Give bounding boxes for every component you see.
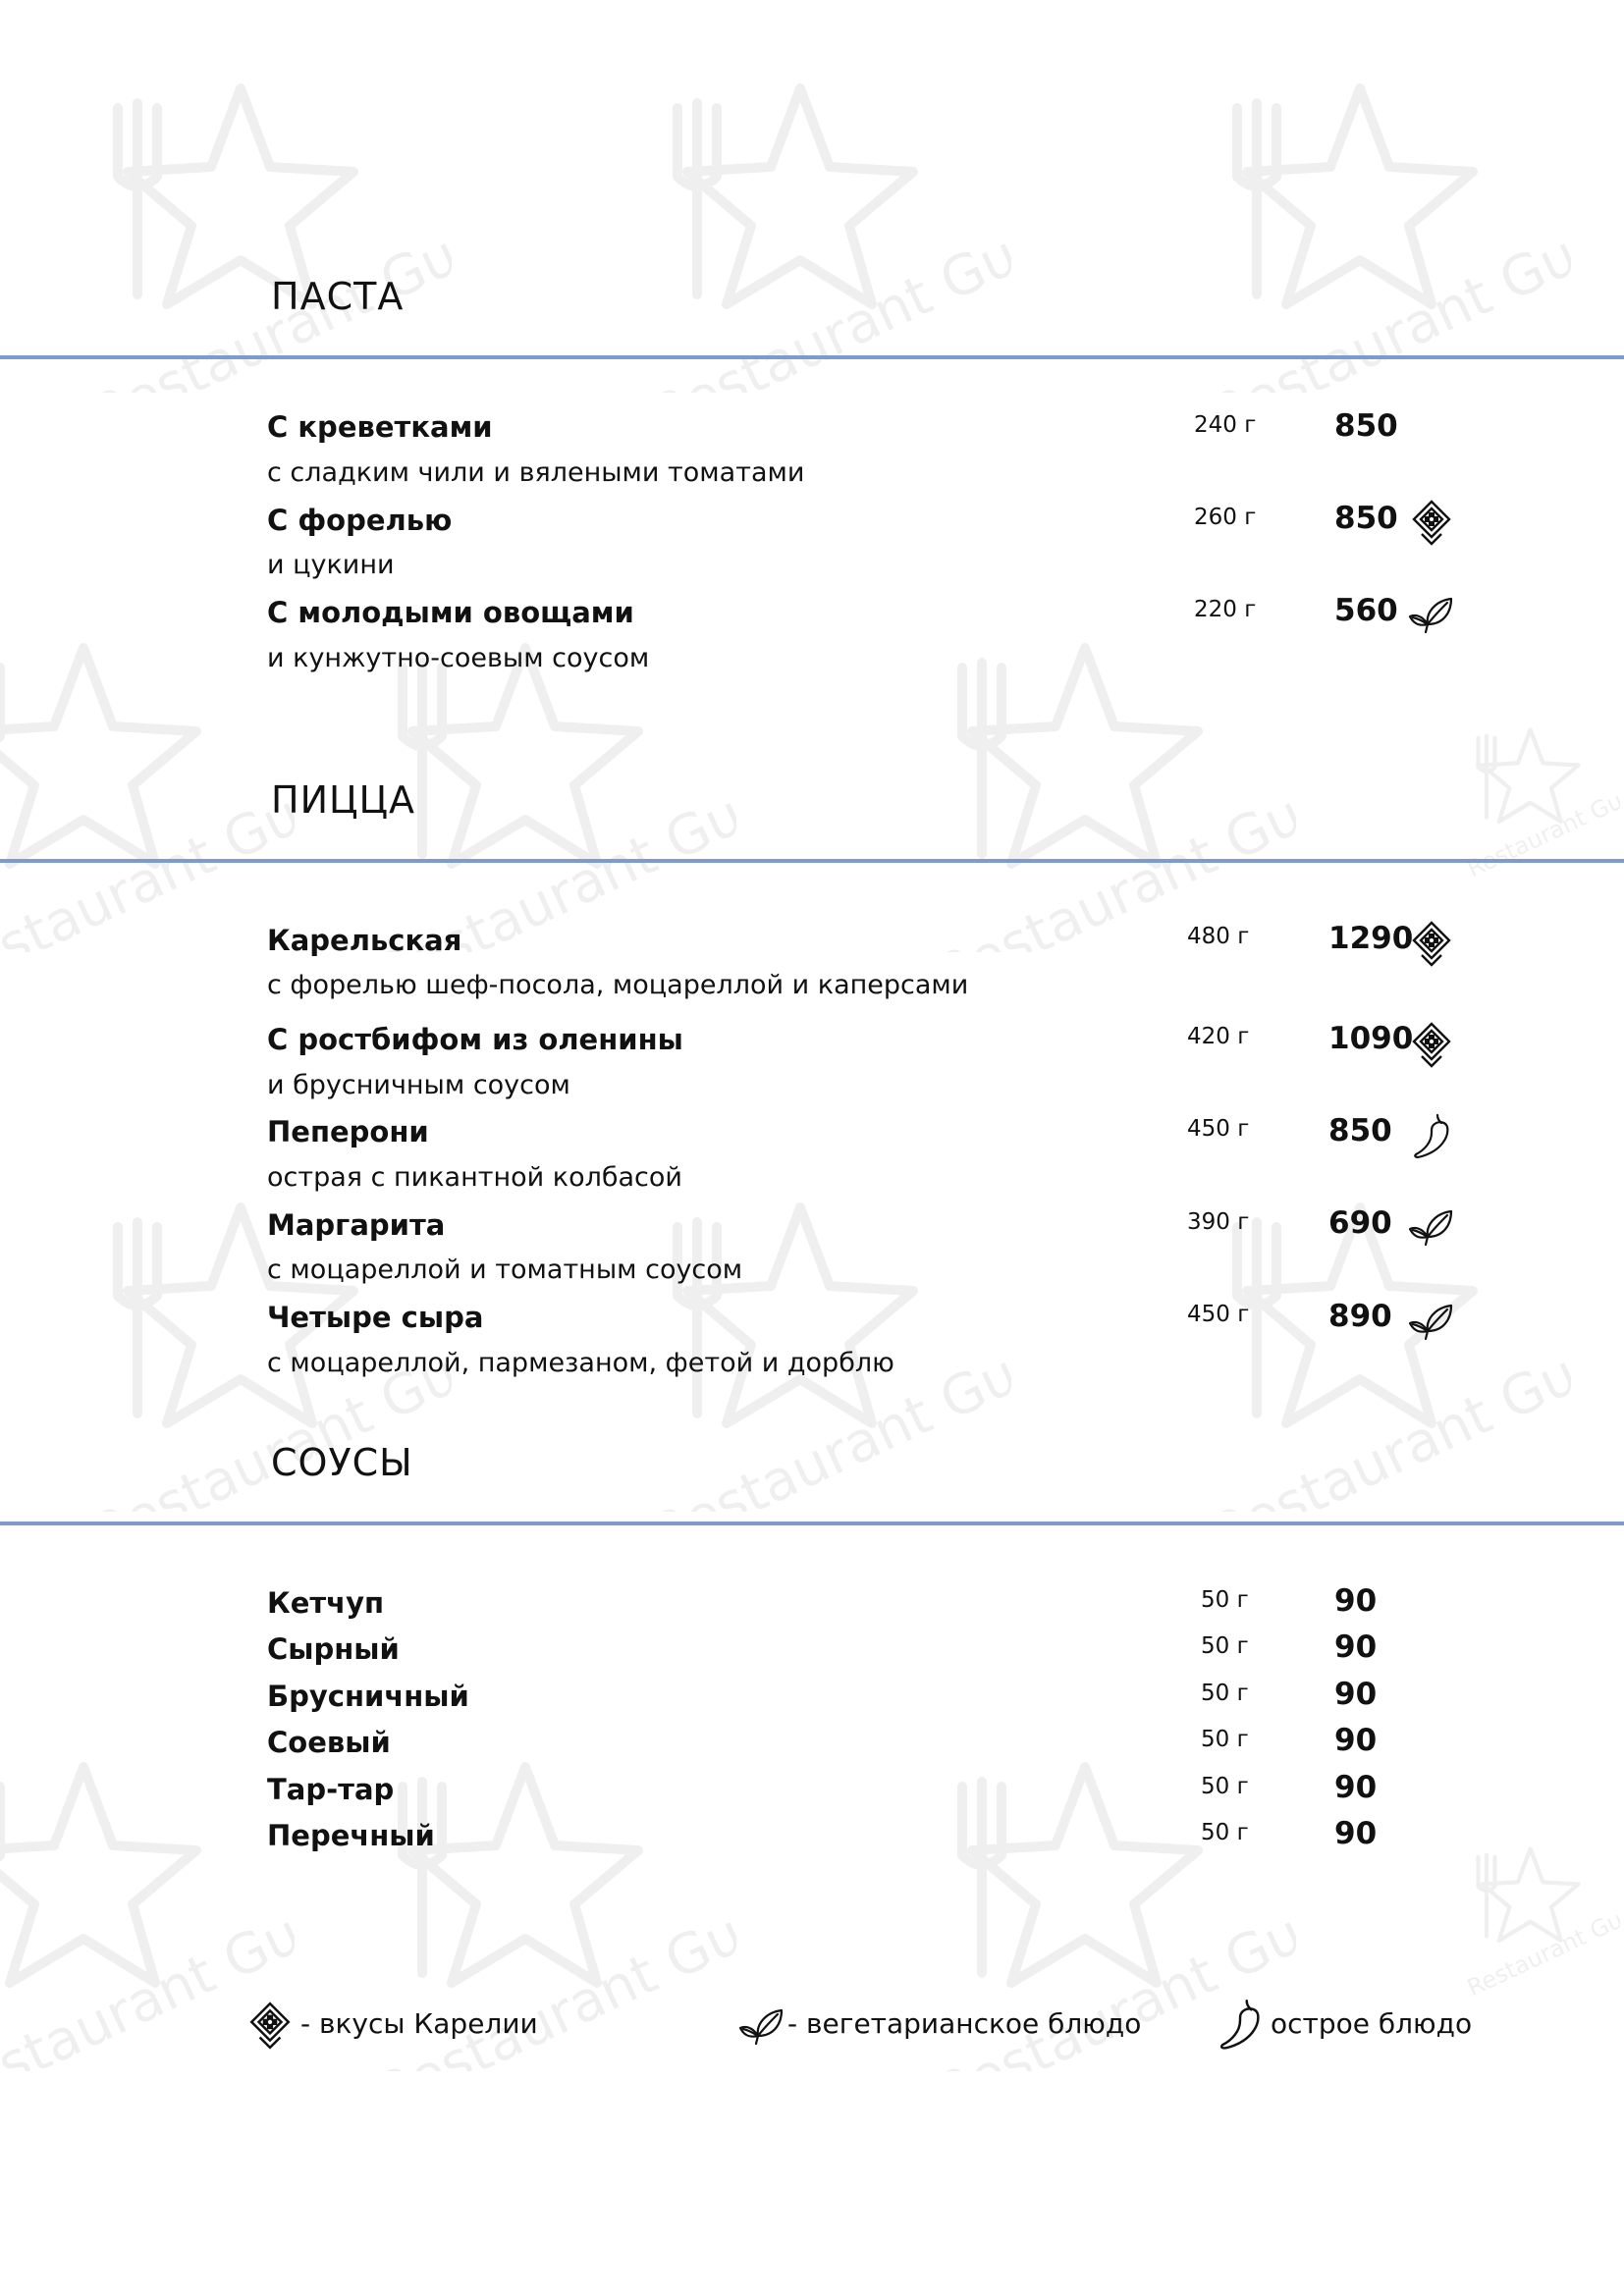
section-title: СОУСЫ — [271, 1441, 413, 1484]
dish-weight: 50 г — [1201, 1633, 1249, 1659]
legend-karelia-label: - вкусы Карелии — [300, 2007, 538, 2040]
dish-weight: 50 г — [1201, 1774, 1249, 1799]
dish-weight: 390 г — [1187, 1209, 1250, 1235]
dish-price: 90 — [1334, 1816, 1378, 1851]
dish-price: 850 — [1334, 408, 1398, 444]
dish-name: Соевый — [267, 1726, 391, 1759]
dish-weight: 420 г — [1187, 1024, 1250, 1049]
section-title: ПАСТА — [271, 275, 405, 318]
karelia-diamond-icon — [245, 2001, 295, 2050]
dish-price: 560 — [1334, 593, 1398, 628]
leaf-icon — [1408, 591, 1455, 638]
dish-weight: 50 г — [1201, 1587, 1249, 1613]
watermark-logo-icon — [903, 628, 1296, 952]
legend-vegetarian-label: - вегетарианское блюдо — [787, 2007, 1142, 2040]
dish-name: Четыре сыра — [267, 1301, 484, 1334]
dish-description: острая с пикантной колбасой — [267, 1162, 682, 1193]
dish-price: 850 — [1334, 501, 1398, 536]
dish-name: Карельская — [267, 924, 462, 957]
dish-name: Перечный — [267, 1819, 435, 1852]
dish-price: 1090 — [1328, 1021, 1414, 1056]
dish-name: Сырный — [267, 1632, 400, 1666]
dish-price: 90 — [1334, 1629, 1378, 1665]
section-divider — [0, 859, 1624, 863]
dish-weight: 260 г — [1194, 505, 1257, 530]
watermark-logo-icon — [1453, 1747, 1620, 2071]
dish-name: С креветками — [267, 410, 493, 444]
dish-name: Кетчуп — [267, 1586, 385, 1620]
dish-name: Маргарита — [267, 1208, 446, 1242]
dish-weight: 240 г — [1194, 412, 1257, 438]
dish-description: с моцареллой, пармезаном, фетой и дорблю — [267, 1348, 894, 1378]
legend-spicy-label: острое блюдо — [1271, 2007, 1473, 2040]
karelia-diamond-icon — [1408, 1021, 1455, 1068]
dish-weight: 50 г — [1201, 1820, 1249, 1845]
watermark-logo-icon — [1453, 628, 1620, 952]
leaf-icon — [738, 2002, 785, 2050]
dish-weight: 50 г — [1201, 1681, 1249, 1706]
dish-price: 90 — [1334, 1770, 1378, 1805]
watermark-logo-icon — [619, 69, 1011, 393]
dish-weight: 220 г — [1194, 597, 1257, 622]
chili-pepper-icon — [1408, 1113, 1455, 1160]
watermark-logo-icon — [0, 628, 295, 952]
dish-price: 90 — [1334, 1723, 1378, 1758]
dish-name: Брусничный — [267, 1680, 469, 1713]
dish-price: 690 — [1328, 1205, 1392, 1241]
dish-description: с сладким чили и вялеными томатами — [267, 457, 805, 488]
dish-price: 90 — [1334, 1583, 1378, 1619]
karelia-diamond-icon — [1408, 499, 1455, 546]
dish-weight: 450 г — [1187, 1302, 1250, 1327]
karelia-diamond-icon — [1408, 920, 1455, 967]
dish-description: с моцареллой и томатным соусом — [267, 1255, 743, 1285]
dish-description: с форелью шеф-посола, моцареллой и каперсами — [267, 970, 969, 1000]
watermark-logo-icon — [1178, 69, 1571, 393]
dish-description: и кунжутно-соевым соусом — [267, 643, 650, 673]
dish-name: С форелью — [267, 504, 453, 537]
section-divider — [0, 355, 1624, 359]
dish-description: и цукини — [267, 550, 395, 580]
dish-price: 90 — [1334, 1677, 1378, 1712]
dish-price: 890 — [1328, 1299, 1392, 1334]
chili-pepper-icon — [1214, 1999, 1267, 2052]
section-divider — [0, 1522, 1624, 1525]
dish-name: С молодыми овощами — [267, 596, 634, 629]
dish-price: 1290 — [1328, 921, 1414, 956]
leaf-icon — [1408, 1203, 1455, 1251]
dish-name: Тар-тар — [267, 1773, 395, 1806]
dish-price: 850 — [1328, 1113, 1392, 1148]
dish-description: и брусничным соусом — [267, 1070, 570, 1100]
leaf-icon — [1408, 1298, 1455, 1345]
dish-weight: 450 г — [1187, 1116, 1250, 1142]
watermark-logo-icon — [59, 69, 452, 393]
dish-name: С ростбифом из оленины — [267, 1023, 683, 1056]
section-title: ПИЦЦА — [271, 778, 415, 822]
dish-weight: 50 г — [1201, 1727, 1249, 1752]
dish-name: Пеперони — [267, 1115, 429, 1148]
dish-weight: 480 г — [1187, 924, 1250, 949]
